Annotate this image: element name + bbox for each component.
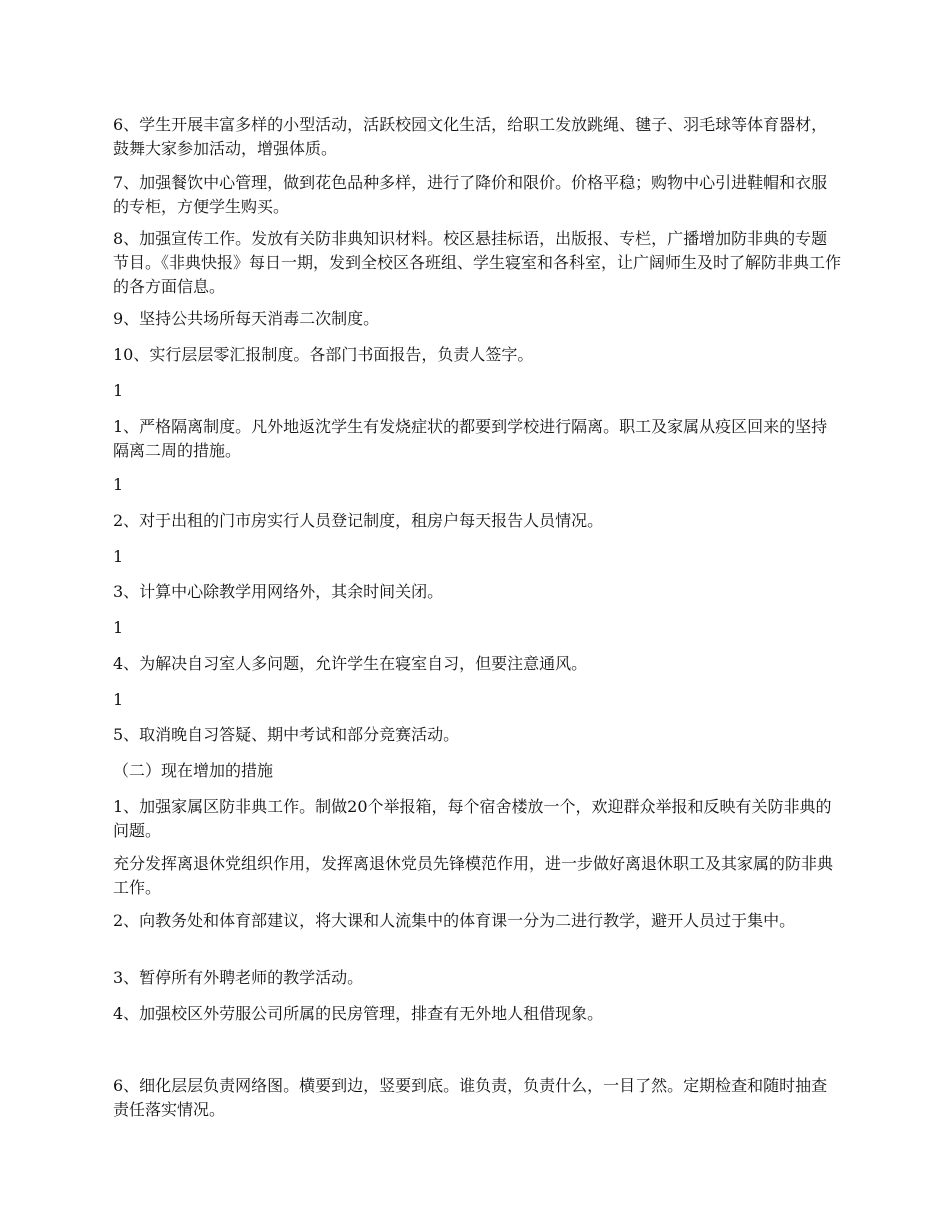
paragraph-responsibility-network: 6、细化层层负责网络图。横要到边，竖要到底。谁负责，负责什么，一目了然。定期检查和随时抽查责任落实情况。 bbox=[113, 1076, 828, 1119]
paragraph-number: 1 bbox=[113, 618, 124, 637]
paragraph-computing-center: 3、计算中心除教学用网络外，其余时间关闭。 bbox=[113, 582, 444, 601]
paragraph-rental-registration: 2、对于出租的门市房实行人员登记制度，租房户每天报告人员情况。 bbox=[113, 511, 604, 530]
paragraph-family-area: 1、加强家属区防非典工作。制做20个举报箱，每个宿舍楼放一个，欢迎群众举报和反映有关防非典的问题。 bbox=[113, 797, 832, 840]
paragraph-item-9-disinfection: 9、坚持公共场所每天消毒二次制度。 bbox=[113, 309, 380, 328]
paragraph-isolation: 1、严格隔离制度。凡外地返沈学生有发烧症状的都要到学校进行隔离。职工及家属从疫区回来的坚持隔离二周的措施。 bbox=[113, 417, 828, 460]
paragraph-number: 1 bbox=[113, 547, 124, 566]
paragraph-housing-management: 4、加强校区外劳服公司所属的民房管理，排查有无外地人租借现象。 bbox=[113, 1004, 604, 1023]
paragraph-cancel-activities: 5、取消晚自习答疑、期中考试和部分竞赛活动。 bbox=[113, 725, 460, 744]
paragraph-suspend-external: 3、暂停所有外聘老师的教学活动。 bbox=[113, 968, 364, 987]
paragraph-item-8-publicity: 8、加强宣传工作。发放有关防非典知识材料。校区悬挂标语，出版报、专栏，广播增加防非典的专题节目。《非典快报》每日一期，发到全校区各班组、学生寝室和各科室，让广阔师生及时了解防非典工作的各方面信息。 bbox=[113, 229, 842, 296]
paragraph-retirees: 充分发挥离退休党组织作用，发挥离退休党员先锋模范作用，进一步做好离退休职工及其家属的防非典工作。 bbox=[113, 854, 834, 897]
section-heading-new-measures: （二）现在增加的措施 bbox=[113, 761, 274, 780]
paragraph-self-study: 4、为解决自习室人多问题，允许学生在寝室自习，但要注意通风。 bbox=[113, 654, 588, 673]
paragraph-item-7-dining: 7、加强餐饮中心管理，做到花色品种多样，进行了降价和限价。价格平稳；购物中心引进鞋帽和衣服的专柜，方便学生购买。 bbox=[113, 173, 828, 216]
paragraph-item-6-activities: 6、学生开展丰富多样的小型活动，活跃校园文化生活，给职工发放跳绳、毽子、羽毛球等体育器材，鼓舞大家参加活动，增强体质。 bbox=[113, 115, 828, 158]
paragraph-item-10-reporting: 10、实行层层零汇报制度。各部门书面报告，负责人签字。 bbox=[113, 345, 534, 364]
paragraph-split-classes: 2、向教务处和体育部建议，将大课和人流集中的体育课一分为二进行教学，避开人员过于集中。 bbox=[113, 911, 796, 930]
paragraph-number: 1 bbox=[113, 381, 124, 400]
paragraph-number: 1 bbox=[113, 475, 124, 494]
paragraph-number: 1 bbox=[113, 690, 124, 709]
